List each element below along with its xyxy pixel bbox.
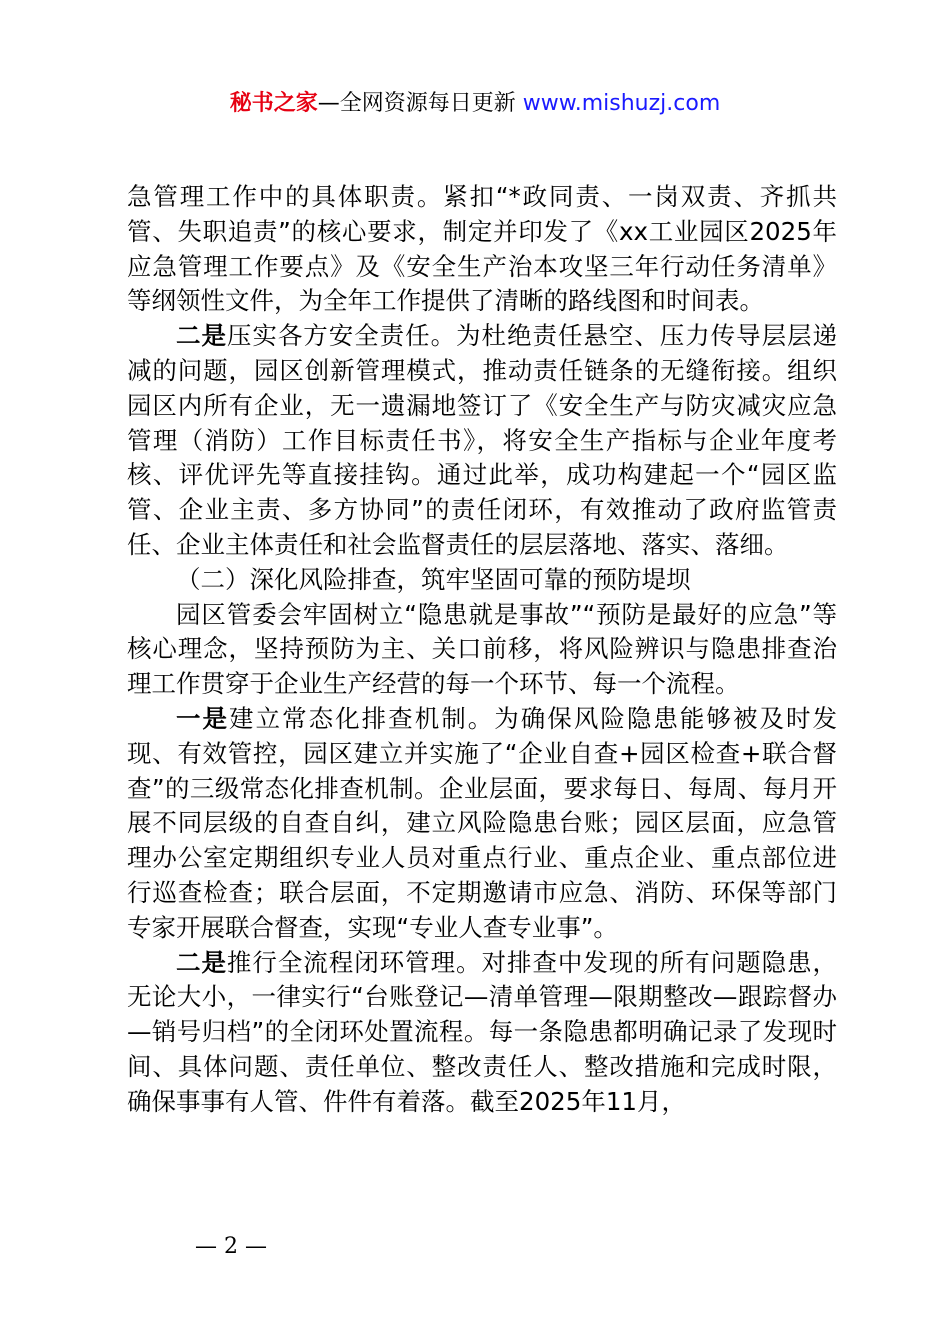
section-heading-text: （二）深化风险排查，筑牢坚固可靠的预防堤坝 <box>176 564 691 594</box>
section-heading <box>127 563 837 598</box>
paragraph-text: 压实各方安全责任。为杜绝责任悬空、压力传导层层递减的问题，园区创新管理模式，推动责任链条的无缝衔接。组织园区内所有企业，无一遗漏地签订了《安全生产与防灾减灾应急管理（消防）工作目标责任书》，将安全生产指标与企业年度考核、评优评先等直接挂钩。通过此举，成功构建起一个“园区监管、企业主责、多方协同”的责任闭环，有效推动了政府监管责任、企业主体责任和社会监督责任的层层落地、落实、落细。 <box>127 321 837 559</box>
header-slogan: —全网资源每日更新 <box>317 91 523 116</box>
paragraph-text: 急管理工作中的具体职责。紧扣“*政同责、一岗双责、齐抓共管、失职追责”的核心要求，制定并印发了《xx工业园区2025年应急管理工作要点》及《安全生产治本攻坚三年行动任务清单》等纲领性文件，为全年工作提供了清晰的路线图和时间表。 <box>127 182 837 316</box>
paragraph-text: 推行全流程闭环管理。对排查中发现的所有问题隐患，无论大小，一律实行“台账登记—清单管理—限期整改—跟踪督办—销号归档”的全闭环处置流程。每一条隐患都明确记录了发现时间、具体问题、责任单位、整改责任人、整改措施和完成时限，确保事事有人管、件件有着落。截至2025年11月， <box>127 947 837 1116</box>
paragraph <box>127 946 837 1120</box>
header-url-link[interactable]: www.mishuzj.com <box>522 91 721 116</box>
paragraph-lead: 一是 <box>176 703 230 733</box>
document-body <box>127 180 837 1120</box>
paragraph <box>127 702 837 946</box>
site-header <box>0 86 950 122</box>
paragraph-continuation <box>127 180 837 319</box>
paragraph-lead: 二是 <box>176 947 227 977</box>
header-brand: 秘书之家 <box>229 91 318 116</box>
paragraph-lead: 二是 <box>176 321 227 351</box>
paragraph-text: 建立常态化排查机制。为确保风险隐患能够被及时发现、有效管控，园区建立并实施了“企业自查+园区检查+联合督查”的三级常态化排查机制。企业层面，要求每日、每周、每月开展不同层级的自查自纠，建立风险隐患台账；园区层面，应急管理办公室定期组织专业人员对重点行业、重点企业、重点部位进行巡查检查；联合层面，不定期邀请市应急、消防、环保等部门专家开展联合督查，实现“专业人查专业事”。 <box>127 703 838 942</box>
page-number: — 2 — <box>195 1234 267 1259</box>
paragraph-text: 园区管委会牢固树立“隐患就是事故”“预防是最好的应急”等核心理念，坚持预防为主、关口前移，将风险辨识与隐患排查治理工作贯穿于企业生产经营的每一个环节、每一个流程。 <box>127 599 837 699</box>
paragraph <box>127 598 837 702</box>
paragraph <box>127 319 837 563</box>
